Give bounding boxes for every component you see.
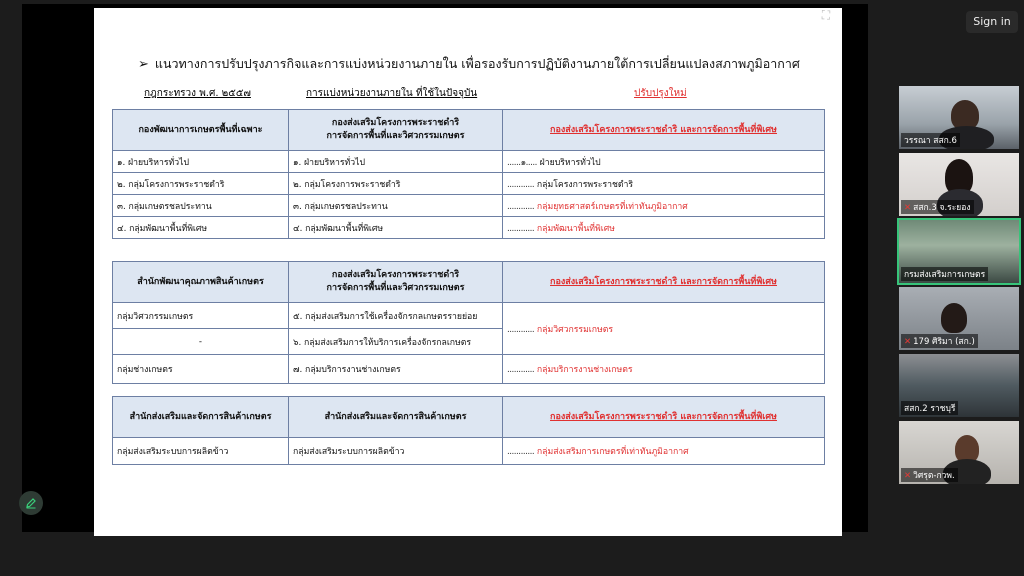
table2-header-2: กองส่งเสริมโครงการพระราชดำริ การจัดการพื้นที่และวิศวกรรมเกษตร bbox=[289, 262, 503, 303]
table2-header-3: กองส่งเสริมโครงการพระราชดำริ และการจัดการพื้นที่พิเศษ bbox=[503, 262, 825, 303]
mic-off-icon: ✕ bbox=[904, 471, 912, 481]
table-row: ๓. กลุ่มเกษตรชลประทาน ๓. กลุ่มเกษตรชลประทาน ............ กลุ่มยุทธศาสตร์เกษตรที่เท่าทันภูมิอากาศ bbox=[113, 195, 825, 217]
presentation-slide bbox=[94, 8, 842, 536]
table-row: กลุ่มวิศวกรรมเกษตร ๕. กลุ่มส่งเสริมการใช้เครื่องจักรกลเกษตรรายย่อย ............ กลุ่มวิศวกรรมเกษตร bbox=[113, 303, 825, 329]
participant-tile[interactable]: ✕ วิศรุต-กวพ. bbox=[899, 421, 1019, 484]
participant-figure bbox=[941, 303, 967, 333]
column-header-current: การแบ่งหน่วยงานภายใน ที่ใช้ในปัจจุบัน bbox=[306, 88, 478, 99]
table3-header-3: กองส่งเสริมโครงการพระราชดำริ และการจัดการพื้นที่พิเศษ bbox=[503, 397, 825, 438]
participant-tile-active[interactable]: กรมส่งเสริมการเกษตร bbox=[899, 220, 1019, 283]
comparison-table-3 bbox=[112, 396, 825, 465]
participant-tile[interactable]: สสก.2 ราชบุรี bbox=[899, 354, 1019, 417]
table-row: ๔. กลุ่มพัฒนาพื้นที่พิเศษ ๔. กลุ่มพัฒนาพื้นที่พิเศษ ............ กลุ่มพัฒนาพื้นที่พิเศษ bbox=[113, 217, 825, 239]
table-row: ๑. ฝ่ายบริหารทั่วไป ๑. ฝ่ายบริหารทั่วไป ......๑..... ฝ่ายบริหารทั่วไป bbox=[113, 151, 825, 173]
table2-header-1: สำนักพัฒนาคุณภาพสินค้าเกษตร bbox=[113, 262, 289, 303]
column-header-new: ปรับปรุงใหม่ bbox=[634, 88, 687, 99]
table1-header-1: กองพัฒนาการเกษตรพื้นที่เฉพาะ bbox=[113, 110, 289, 151]
table3-header-2: สำนักส่งเสริมและจัดการสินค้าเกษตร bbox=[289, 397, 503, 438]
mic-off-icon: ✕ bbox=[904, 203, 912, 213]
mic-off-icon: ✕ bbox=[904, 337, 912, 347]
participant-tile[interactable]: ✕ 179 ศิริมา (สก.) bbox=[899, 287, 1019, 350]
table1-header-2: กองส่งเสริมโครงการพระราชดำริ การจัดการพื้นที่และวิศวกรรมเกษตร bbox=[289, 110, 503, 151]
slide-heading: ➢ แนวทางการปรับปรุงภารกิจและการแบ่งหน่วยงานภายใน เพื่อรองรับการปฏิบัติงานภายใต้การเปลี่ยนแปลงสภาพภูมิอากาศ bbox=[138, 56, 800, 72]
annotate-button[interactable] bbox=[19, 491, 43, 515]
arrow-bullet-icon: ➢ bbox=[138, 57, 149, 72]
sign-in-button[interactable]: Sign in bbox=[966, 11, 1018, 33]
comparison-table-1 bbox=[112, 109, 825, 239]
participant-tile[interactable]: วรรณา สสก.6 bbox=[899, 86, 1019, 149]
comparison-table-2 bbox=[112, 261, 825, 384]
expand-icon[interactable]: ⛶ bbox=[821, 8, 831, 22]
column-header-ministerial: กฎกระทรวง พ.ศ. ๒๕๕๗ bbox=[144, 88, 251, 99]
table1-header-3: กองส่งเสริมโครงการพระราชดำริ และการจัดการพื้นที่พิเศษ bbox=[503, 110, 825, 151]
table-row: ๒. กลุ่มโครงการพระราชดำริ ๒. กลุ่มโครงการพระราชดำริ ............ กลุ่มโครงการพระราชดำริ bbox=[113, 173, 825, 195]
shared-screen bbox=[22, 4, 868, 532]
table3-header-1: สำนักส่งเสริมและจัดการสินค้าเกษตร bbox=[113, 397, 289, 438]
table-row: กลุ่มช่างเกษตร ๗. กลุ่มบริการงานช่างเกษตร ............ กลุ่มบริการงานช่างเกษตร bbox=[113, 355, 825, 384]
pencil-icon bbox=[25, 497, 37, 509]
table-row: - ๖. กลุ่มส่งเสริมการให้บริการเครื่องจักรกลเกษตร bbox=[113, 329, 825, 355]
table-row: กลุ่มส่งเสริมระบบการผลิตข้าว กลุ่มส่งเสริมระบบการผลิตข้าว ............ กลุ่มส่งเสริมการเกษตรที่เท่าทันภูมิอากาศ bbox=[113, 438, 825, 465]
participant-tile[interactable]: ✕ สสก.3 จ.ระยอง bbox=[899, 153, 1019, 216]
